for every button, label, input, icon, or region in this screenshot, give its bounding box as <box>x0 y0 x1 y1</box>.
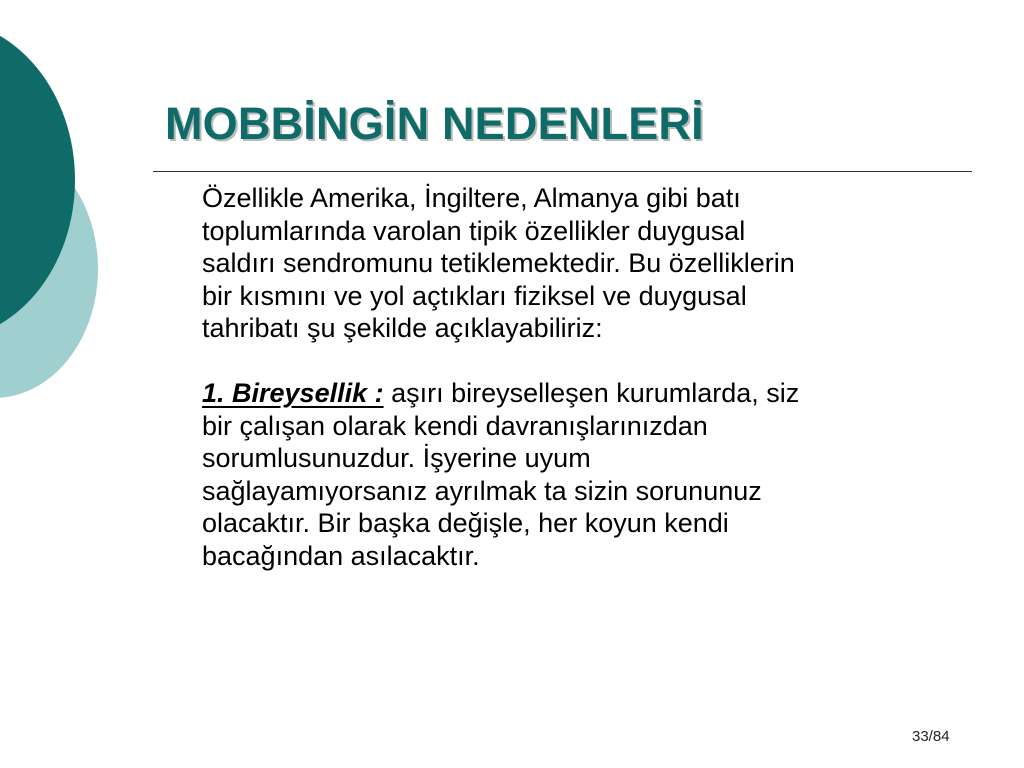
item-line: bir çalışan olarak kendi davranışlarınızdan <box>202 410 708 441</box>
slide-title: MOBBİNGİN NEDENLERİ <box>165 98 704 149</box>
item-line: bacağından asılacaktır. <box>202 540 480 571</box>
body-line: saldırı sendromunu tetiklemektedir. Bu özelliklerin <box>202 248 795 278</box>
body-line: Özellikle Amerika, İngiltere, Almanya gibi batı <box>202 183 741 213</box>
body-line: tahribatı şu şekilde açıklayabiliriz: <box>202 313 603 343</box>
item-line: olacaktır. Bir başka değişle, her koyun kendi <box>202 508 729 538</box>
item-line: sağlayamıyorsanız ayrılmak ta sizin sorununuz <box>202 475 762 506</box>
paragraph-spacer <box>202 345 962 378</box>
item-first-line-text: aşırı bireyselleşen kurumlarda, siz <box>383 378 800 408</box>
title-divider <box>153 171 972 172</box>
item-first-line <box>202 377 962 410</box>
page-number: 33/84 <box>912 728 950 745</box>
slide-body <box>202 182 962 572</box>
body-line: bir kısmını ve yol açtıkları fiziksel ve duygusal <box>202 280 747 311</box>
item-heading: 1. Bireysellik : <box>202 378 384 408</box>
item-line: sorumlusunuzdur. İşyerine uyum <box>202 443 591 473</box>
body-line: toplumlarında varolan tipik özellikler duygusal <box>202 215 746 246</box>
